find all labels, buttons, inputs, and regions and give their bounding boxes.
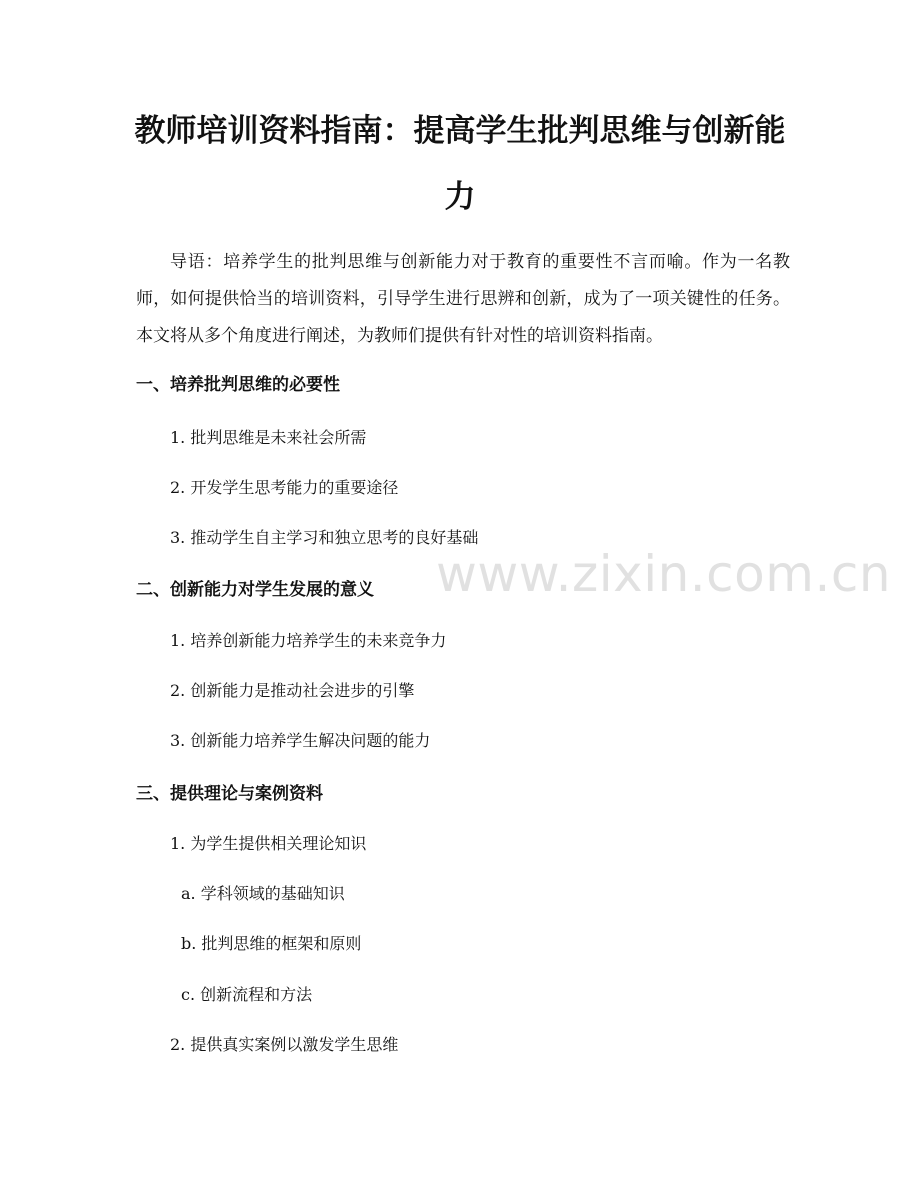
list-item: 1. 为学生提供相关理论知识 [170, 834, 367, 853]
list-item: 2. 提供真实案例以激发学生思维 [170, 1035, 399, 1054]
section-heading-1: 一、培养批判思维的必要性 [136, 375, 340, 395]
sub-list-item: c. 创新流程和方法 [181, 985, 313, 1004]
section-heading-2: 二、创新能力对学生发展的意义 [136, 580, 374, 600]
list-item: 2. 开发学生思考能力的重要途径 [170, 478, 399, 497]
list-item: 3. 创新能力培养学生解决问题的能力 [170, 731, 431, 750]
watermark: www.zixin.com.cn [436, 545, 892, 603]
document-title: 教师培训资料指南：提高学生批判思维与创新能力 [134, 113, 786, 215]
list-item: 1. 培养创新能力培养学生的未来竞争力 [170, 631, 447, 650]
section-heading-3: 三、提供理论与案例资料 [136, 784, 323, 804]
sub-list-item: a. 学科领域的基础知识 [181, 884, 345, 903]
list-item: 1. 批判思维是未来社会所需 [170, 428, 367, 447]
intro-paragraph: 导语：培养学生的批判思维与创新能力对于教育的重要性不言而喻。作为一名教师，如何提供恰当的培训资料，引导学生进行思辨和创新，成为了一项关键性的任务。本文将从多个角度进行阐述，为教师们提供有针对性的培训资料指南。 [136, 252, 790, 346]
list-item: 3. 推动学生自主学习和独立思考的良好基础 [170, 528, 479, 547]
sub-list-item: b. 批判思维的框架和原则 [181, 934, 362, 953]
list-item: 2. 创新能力是推动社会进步的引擎 [170, 681, 415, 700]
